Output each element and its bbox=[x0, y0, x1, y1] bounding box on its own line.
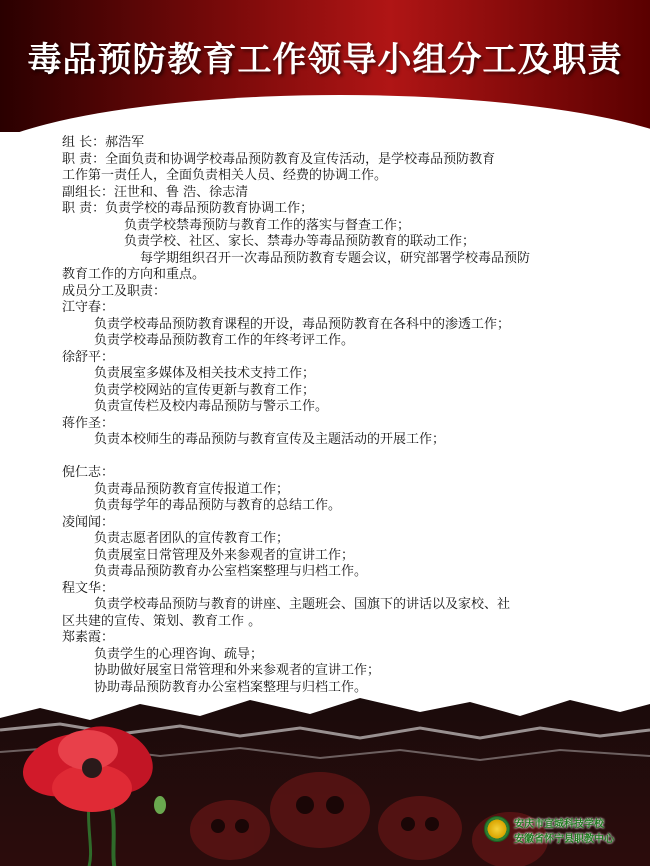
member-duty: 负责学校毒品预防教育工作的年终考评工作。 bbox=[94, 333, 355, 348]
school-logo bbox=[484, 812, 644, 848]
leader-duty-line: 职 责：全面负责和协调学校毒品预防教育及宣传活动，是学校毒品预防教育 bbox=[62, 151, 496, 167]
members-heading: 成员分工及职责： bbox=[62, 283, 167, 299]
member-duty: 负责宣传栏及校内毒品预防与警示工作。 bbox=[94, 399, 329, 414]
member-name: 凌闻闻： bbox=[62, 514, 115, 530]
member-duty: 区共建的宣传、策划、教育工作 。 bbox=[62, 613, 262, 629]
deputy-line: 副组长：汪世和、鲁 浩、徐志清 bbox=[62, 184, 249, 200]
member-duty: 负责学生的心理咨询、疏导； bbox=[94, 646, 264, 662]
member-duty: 负责毒品预防教育宣传报道工作； bbox=[94, 481, 290, 497]
blank-line bbox=[62, 449, 602, 466]
deputy-duty-line: 职 责：负责学校的毒品预防教育协调工作； bbox=[62, 201, 314, 216]
member-name: 郑素霞： bbox=[62, 630, 115, 645]
member-duty: 负责学校毒品预防与教育的讲座、主题班会、国旗下的讲话以及家校、社 bbox=[94, 597, 511, 612]
member-duty: 协助做好展室日常管理和外来参观者的宣讲工作； bbox=[94, 663, 381, 678]
member-name: 蒋作圣： bbox=[62, 415, 115, 431]
deputy-duty-line: 教育工作的方向和重点。 bbox=[62, 267, 206, 282]
school-name-1: 安庆市宜城科技学校 bbox=[514, 819, 604, 830]
deputy-duty-line: 负责学校、社区、家长、禁毒办等毒品预防教育的联动工作； bbox=[124, 234, 476, 249]
member-name: 程文华： bbox=[62, 580, 115, 596]
leader-line: 组 长：郝浩军 bbox=[62, 135, 145, 150]
red-poppy-icon bbox=[10, 710, 180, 866]
member-duty: 负责学校网站的宣传更新与教育工作； bbox=[94, 382, 316, 398]
member-duty: 负责本校师生的毒品预防与教育宣传及主题活动的开展工作； bbox=[94, 432, 446, 447]
leader-duty-line: 工作第一责任人，全面负责相关人员、经费的协调工作。 bbox=[62, 168, 388, 183]
header-banner bbox=[0, 0, 650, 132]
school-emblem-icon bbox=[484, 816, 510, 842]
member-name: 倪仁志： bbox=[62, 465, 115, 480]
member-name: 徐舒平： bbox=[62, 349, 115, 365]
deputy-duty-line: 负责学校禁毒预防与教育工作的落实与督查工作； bbox=[124, 217, 411, 233]
member-duty: 协助毒品预防教育办公室档案整理与归档工作。 bbox=[94, 679, 368, 695]
duty-text bbox=[62, 135, 602, 696]
member-duty: 负责展室多媒体及相关技术支持工作； bbox=[94, 366, 316, 381]
member-duty: 负责毒品预防教育办公室档案整理与归档工作。 bbox=[94, 564, 368, 579]
member-duty: 负责志愿者团队的宣传教育工作； bbox=[94, 531, 290, 546]
deputy-duty-line: 每学期组织召开一次毒品预防教育专题会议，研究部署学校毒品预防 bbox=[140, 250, 531, 266]
member-duty: 负责每学年的毒品预防与教育的总结工作。 bbox=[94, 498, 342, 513]
page-title: 毒品预防教育工作领导小组分工及职责 bbox=[27, 40, 623, 80]
member-name: 江守春： bbox=[62, 300, 115, 315]
member-duty: 负责学校毒品预防教育课程的开设，毒品预防教育在各科中的渗透工作； bbox=[94, 316, 511, 332]
school-name-2: 安徽省怀宁县职教中心 bbox=[514, 834, 614, 845]
member-duty: 负责展室日常管理及外来参观者的宣讲工作； bbox=[94, 547, 355, 563]
